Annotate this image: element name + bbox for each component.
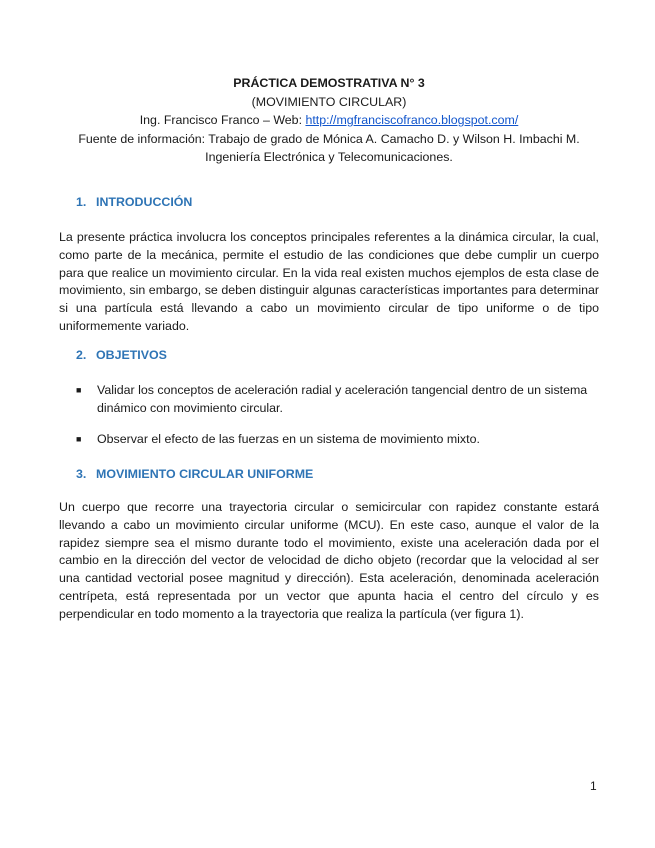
bullet-square-icon: ■	[76, 385, 82, 395]
section-title: INTRODUCCIÓN	[96, 195, 193, 209]
author-text: Ing. Francisco Franco – Web:	[139, 113, 306, 127]
program-line: Ingeniería Electrónica y Telecomunicaciones.	[205, 150, 453, 164]
section-title: MOVIMIENTO CIRCULAR UNIFORME	[96, 467, 314, 481]
section-heading-introduccion	[76, 195, 192, 209]
author-line	[59, 111, 599, 130]
section-number: 1.	[76, 195, 87, 209]
document-subtitle: (MOVIMIENTO CIRCULAR)	[251, 94, 407, 109]
website-link[interactable]: http://mgfranciscofranco.blogspot.com/	[305, 113, 519, 127]
page-number: 1	[590, 779, 597, 793]
document-title: PRÁCTICA DEMOSTRATIVA N° 3	[233, 76, 425, 90]
section-heading-objetivos	[76, 348, 167, 362]
objective-text: Validar los conceptos de aceleración radial y aceleración tangencial dentro de un sistema dinámico con movimiento circular.	[97, 383, 588, 415]
section-title: OBJETIVOS	[96, 348, 167, 362]
source-line: Fuente de información: Trabajo de grado de Mónica A. Camacho D. y Wilson H. Imbachi M.	[78, 131, 580, 146]
bullet-square-icon: ■	[76, 434, 82, 444]
objective-item	[76, 431, 599, 449]
introduction-paragraph: La presente práctica involucra los conceptos principales referentes a la dinámica circular, la cual, como parte de la mecánica, permite el estudio de las condiciones que debe cumplir un cuerpo para que realice un movimiento circular. En la vida real existen muchos ejemplos de esta clase de movimiento, sin embargo, se deben distinguir algunas características importantes para determinar si una partícula está llevando a cabo un movimiento circular de tipo uniforme o de tipo uniformemente variado.	[59, 230, 599, 333]
section-number: 3.	[76, 467, 87, 481]
document-header	[59, 74, 599, 167]
objective-text: Observar el efecto de las fuerzas en un sistema de movimiento mixto.	[97, 432, 480, 446]
objective-item	[76, 382, 599, 418]
section-number: 2.	[76, 348, 87, 362]
section-heading-mcu	[76, 467, 313, 481]
mcu-paragraph: Un cuerpo que recorre una trayectoria circular o semicircular con rapidez constante estará llevando a cabo un movimiento circular uniforme (MCU). En este caso, aunque el valor de la rapidez siempre sea el mismo durante todo el movimiento, existe una aceleración dada por el cambio en la dirección del vector de velocidad de dicho objeto (recordar que la velocidad al ser una cantidad vectorial posee magnitud y dirección). Esta aceleración, denominada aceleración centrípeta, está representada por un vector que apunta hacia el centro del círculo y es perpendicular en todo momento a la trayectoria que realiza la partícula (ver figura 1).	[59, 500, 599, 621]
